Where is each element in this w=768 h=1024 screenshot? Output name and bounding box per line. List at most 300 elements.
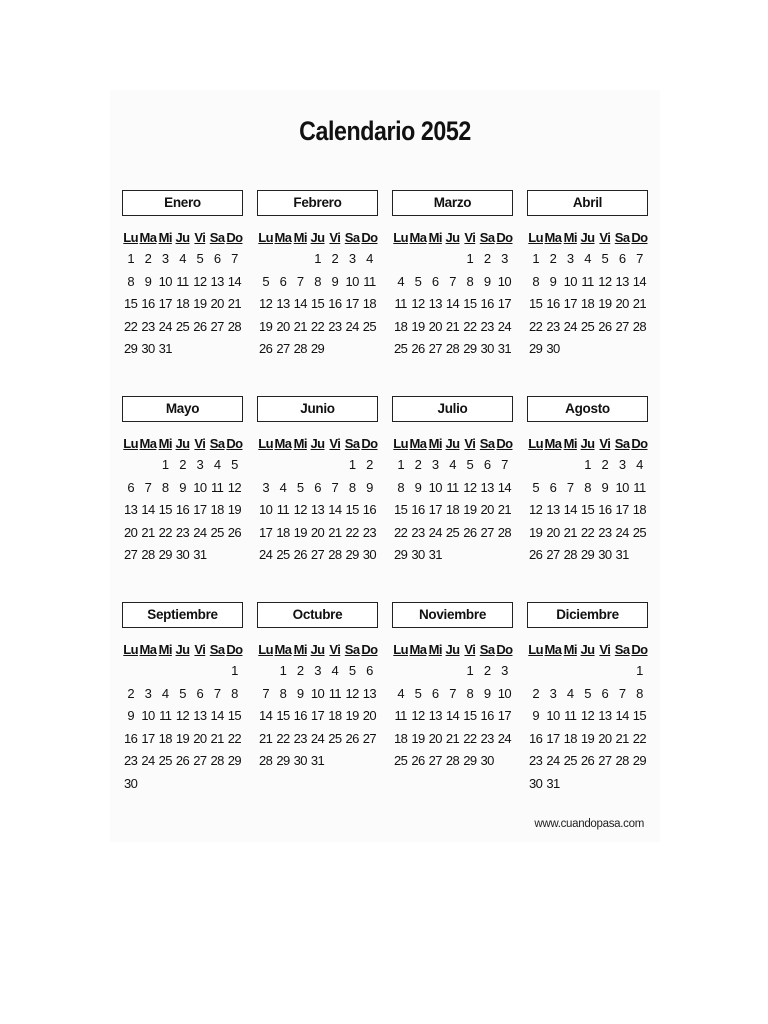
- day-cell: 2: [549, 251, 557, 266]
- weekday-header: Ju: [175, 436, 190, 451]
- day-cell: [361, 341, 378, 364]
- day-cell: 7: [449, 273, 456, 289]
- weekday-header: Vi: [599, 230, 611, 245]
- day-cell: 5: [262, 273, 269, 289]
- day-cell: 24: [345, 318, 359, 334]
- week-row: [122, 296, 243, 319]
- day-cell: 7: [213, 685, 221, 701]
- day-cell: 25: [276, 547, 290, 562]
- day-cell: 20: [362, 708, 377, 723]
- day-cell: 13: [210, 273, 224, 289]
- day-cell: 12: [411, 296, 425, 311]
- day-cell: 16: [362, 502, 377, 517]
- day-cell: [496, 547, 513, 570]
- week-row: [257, 251, 378, 274]
- day-cell: [157, 776, 174, 799]
- day-cell: [343, 753, 360, 776]
- day-cell: 6: [549, 479, 557, 495]
- day-cell: [292, 251, 309, 274]
- day-cell: 29: [276, 753, 290, 768]
- day-cell: 23: [480, 730, 494, 746]
- day-cell: 17: [158, 296, 172, 311]
- week-row: [392, 251, 513, 274]
- source-url: www.cuandopasa.com: [534, 818, 644, 830]
- day-cell: 25: [563, 753, 577, 768]
- week-row: [392, 296, 513, 319]
- week-row: [122, 480, 243, 503]
- day-cell: [427, 251, 444, 274]
- weekday-header: Lu: [393, 230, 408, 245]
- month-name: Abril: [527, 190, 648, 216]
- day-cell: [122, 457, 139, 480]
- day-cell: 1: [397, 457, 404, 472]
- day-cell: 29: [580, 547, 595, 562]
- week-row: [527, 663, 648, 686]
- weekday-header: Vi: [194, 230, 206, 245]
- day-cell: 15: [276, 708, 290, 723]
- month-days-table: [122, 230, 243, 364]
- day-cell: 21: [210, 730, 224, 746]
- day-cell: [427, 663, 444, 686]
- day-cell: 24: [259, 547, 273, 562]
- week-row: [257, 319, 378, 342]
- day-cell: 2: [483, 663, 491, 678]
- day-cell: 24: [546, 753, 560, 768]
- day-cell: 27: [546, 547, 560, 562]
- week-row: [527, 686, 648, 709]
- day-cell: [274, 251, 291, 274]
- day-cell: [257, 251, 274, 274]
- week-row: [122, 251, 243, 274]
- week-row: [392, 708, 513, 731]
- month-block: [122, 396, 243, 570]
- day-cell: 11: [394, 296, 407, 311]
- day-cell: 22: [345, 524, 359, 540]
- day-cell: 26: [529, 547, 543, 562]
- day-cell: 10: [345, 273, 359, 289]
- week-row: [257, 341, 378, 364]
- day-cell: 9: [483, 685, 491, 701]
- day-cell: 15: [463, 296, 477, 311]
- day-cell: 6: [314, 479, 321, 495]
- day-cell: 13: [124, 502, 138, 517]
- day-cell: 8: [279, 685, 287, 701]
- day-cell: 16: [480, 708, 494, 723]
- week-row: [527, 776, 648, 799]
- day-cell: 23: [328, 318, 342, 334]
- day-cell: 5: [466, 457, 474, 472]
- day-cell: 9: [296, 685, 304, 701]
- day-cell: 14: [445, 296, 460, 311]
- month-days-table: [257, 230, 378, 364]
- day-cell: 18: [563, 730, 577, 746]
- day-cell: [292, 457, 309, 480]
- weekday-header: Mi: [158, 436, 172, 451]
- weekday-header: Do: [631, 436, 648, 451]
- day-cell: [274, 457, 291, 480]
- month-days-table: [257, 642, 378, 776]
- day-cell: 18: [210, 502, 224, 517]
- day-cell: 13: [598, 708, 612, 723]
- day-cell: 15: [580, 502, 595, 517]
- day-cell: 21: [615, 730, 629, 746]
- day-cell: 9: [331, 273, 339, 289]
- day-cell: 26: [598, 318, 612, 334]
- week-row: [122, 319, 243, 342]
- day-cell: [139, 457, 156, 480]
- day-cell: 20: [546, 524, 560, 540]
- day-cell: 14: [259, 708, 273, 723]
- weekday-header: Do: [226, 436, 243, 451]
- day-cell: 7: [296, 273, 304, 289]
- day-cell: [562, 341, 579, 364]
- day-cell: 7: [231, 251, 238, 266]
- day-cell: [392, 251, 409, 274]
- day-cell: [579, 341, 596, 364]
- day-cell: 14: [563, 502, 577, 517]
- day-cell: 4: [636, 457, 643, 472]
- day-cell: 21: [445, 730, 460, 746]
- day-cell: [226, 547, 243, 570]
- weekday-header: Do: [226, 230, 243, 245]
- day-cell: 4: [213, 457, 221, 472]
- day-cell: 10: [310, 685, 325, 701]
- day-cell: 29: [124, 341, 138, 356]
- day-cell: 14: [497, 479, 512, 495]
- day-cell: 15: [345, 502, 359, 517]
- weekday-header: Sa: [209, 230, 225, 245]
- day-cell: 12: [193, 273, 207, 289]
- day-cell: 23: [411, 524, 425, 540]
- weekday-header: Lu: [528, 436, 543, 451]
- day-cell: 16: [546, 296, 560, 311]
- week-row: [122, 708, 243, 731]
- weekday-header: Vi: [599, 436, 611, 451]
- weekday-header: Sa: [209, 642, 225, 657]
- day-cell: 19: [193, 296, 207, 311]
- weekday-header: Lu: [393, 436, 408, 451]
- month-block: [257, 602, 378, 776]
- week-row: [257, 274, 378, 297]
- day-cell: [596, 663, 613, 686]
- day-cell: 12: [529, 502, 543, 517]
- day-cell: 1: [532, 251, 539, 266]
- day-cell: 30: [124, 775, 138, 791]
- day-cell: 3: [431, 457, 439, 472]
- day-cell: 30: [598, 547, 612, 562]
- day-cell: [139, 776, 156, 799]
- month-name: Junio: [257, 396, 378, 422]
- day-cell: 11: [176, 273, 189, 289]
- month-days-table: [122, 436, 243, 570]
- month-days-table: [122, 642, 243, 798]
- day-cell: [309, 457, 326, 480]
- day-cell: 31: [497, 341, 512, 356]
- week-row: [122, 525, 243, 548]
- day-cell: 15: [158, 502, 172, 517]
- day-cell: 5: [584, 685, 591, 701]
- day-cell: 9: [127, 708, 134, 723]
- day-cell: 24: [310, 730, 325, 746]
- day-cell: 26: [175, 753, 190, 768]
- day-cell: 31: [428, 547, 442, 562]
- day-cell: 3: [144, 685, 152, 701]
- day-cell: [409, 663, 426, 686]
- day-cell: [631, 776, 648, 799]
- day-cell: [613, 341, 630, 364]
- day-cell: 27: [428, 753, 442, 768]
- weekday-header: Ma: [544, 436, 562, 451]
- week-row: [257, 296, 378, 319]
- day-cell: 28: [632, 318, 647, 334]
- weekday-header: Lu: [123, 642, 138, 657]
- week-row: [122, 341, 243, 364]
- day-cell: [208, 547, 225, 570]
- day-cell: [326, 457, 343, 480]
- weekday-header: Ju: [580, 436, 595, 451]
- day-cell: 24: [615, 524, 629, 540]
- day-cell: 10: [546, 708, 560, 723]
- day-cell: 5: [532, 479, 539, 495]
- day-cell: [174, 776, 191, 799]
- day-cell: 7: [331, 479, 339, 495]
- day-cell: 14: [328, 502, 342, 517]
- day-cell: 11: [633, 479, 646, 495]
- day-cell: 18: [362, 296, 377, 311]
- day-cell: 12: [463, 479, 477, 495]
- day-cell: 15: [394, 502, 408, 517]
- day-cell: 23: [124, 753, 138, 768]
- week-row: [392, 274, 513, 297]
- month-block: [392, 190, 513, 364]
- weekday-header: Mi: [563, 436, 577, 451]
- day-cell: 16: [480, 296, 494, 311]
- day-cell: [191, 663, 208, 686]
- day-cell: 4: [366, 251, 373, 266]
- day-cell: 16: [411, 502, 425, 517]
- day-cell: 21: [227, 296, 242, 311]
- day-cell: 25: [394, 341, 408, 356]
- weekday-header: Do: [631, 642, 648, 657]
- day-cell: [174, 341, 191, 364]
- day-cell: 19: [227, 502, 242, 517]
- day-cell: 12: [227, 479, 242, 495]
- day-cell: 17: [615, 502, 629, 517]
- day-cell: 1: [636, 663, 643, 678]
- day-cell: 18: [394, 318, 408, 334]
- day-cell: 7: [262, 685, 269, 701]
- day-cell: 24: [193, 524, 207, 540]
- day-cell: 17: [428, 502, 442, 517]
- day-cell: 17: [310, 708, 325, 723]
- day-cell: 13: [615, 273, 629, 289]
- day-cell: [191, 341, 208, 364]
- day-cell: 21: [328, 524, 342, 540]
- day-cell: 23: [175, 524, 190, 540]
- day-cell: [613, 663, 630, 686]
- day-cell: 2: [179, 457, 186, 472]
- day-cell: 9: [366, 479, 373, 495]
- day-cell: 24: [497, 318, 512, 334]
- day-cell: 31: [546, 775, 560, 791]
- week-row: [257, 547, 378, 570]
- day-cell: 6: [127, 479, 134, 495]
- weekday-header: Ma: [544, 642, 562, 657]
- day-cell: 26: [580, 753, 595, 768]
- day-cell: 26: [411, 753, 425, 768]
- day-cell: [613, 776, 630, 799]
- day-cell: 26: [345, 730, 359, 746]
- day-cell: 18: [445, 502, 460, 517]
- day-cell: 2: [144, 251, 152, 266]
- day-cell: 19: [293, 524, 307, 540]
- day-cell: 28: [141, 547, 155, 562]
- day-cell: 4: [397, 685, 404, 701]
- week-row: [257, 753, 378, 776]
- day-cell: 10: [193, 479, 207, 495]
- weekday-header: Ma: [544, 230, 562, 245]
- day-cell: 22: [580, 524, 595, 540]
- day-cell: 22: [227, 730, 242, 746]
- day-cell: 13: [428, 296, 442, 311]
- weekday-header: Ma: [409, 436, 427, 451]
- day-cell: 14: [632, 273, 647, 289]
- day-cell: 11: [581, 273, 594, 289]
- day-cell: 30: [546, 341, 560, 356]
- weekday-header: Ju: [175, 642, 190, 657]
- weekday-header: Vi: [464, 642, 476, 657]
- day-cell: 28: [497, 524, 512, 540]
- day-cell: 22: [394, 524, 408, 540]
- day-cell: 20: [310, 524, 325, 540]
- day-cell: 28: [445, 341, 460, 356]
- day-cell: 13: [193, 708, 207, 723]
- day-cell: 11: [446, 479, 459, 495]
- day-cell: 1: [466, 251, 474, 266]
- week-row: [122, 547, 243, 570]
- day-cell: 9: [144, 273, 152, 289]
- day-cell: 24: [428, 524, 442, 540]
- day-cell: 1: [231, 663, 238, 678]
- day-cell: 12: [345, 685, 359, 701]
- weekday-header: Do: [361, 436, 378, 451]
- day-cell: 23: [141, 318, 155, 334]
- day-cell: 21: [141, 524, 155, 540]
- weekday-header: Mi: [158, 230, 172, 245]
- day-cell: 8: [348, 479, 356, 495]
- day-cell: [139, 663, 156, 686]
- day-cell: 19: [580, 730, 595, 746]
- day-cell: 3: [566, 251, 574, 266]
- day-cell: 15: [463, 708, 477, 723]
- week-row: [257, 480, 378, 503]
- month-block: [257, 396, 378, 570]
- day-cell: 2: [414, 457, 422, 472]
- weekday-header: Ju: [445, 642, 460, 657]
- day-cell: 2: [532, 685, 539, 701]
- day-cell: [122, 663, 139, 686]
- day-cell: 8: [397, 479, 404, 495]
- week-row: [527, 502, 648, 525]
- day-cell: 10: [497, 273, 512, 289]
- day-cell: 4: [566, 685, 574, 701]
- day-cell: 17: [141, 730, 155, 746]
- day-cell: 2: [601, 457, 609, 472]
- week-row: [122, 731, 243, 754]
- day-cell: 11: [159, 708, 172, 723]
- weekday-header: Vi: [329, 642, 341, 657]
- day-cell: 20: [615, 296, 629, 311]
- weekday-header: Ma: [274, 230, 292, 245]
- day-cell: 25: [445, 524, 460, 540]
- day-cell: 20: [210, 296, 224, 311]
- day-cell: 3: [501, 663, 508, 678]
- week-row: [392, 753, 513, 776]
- day-cell: 23: [293, 730, 307, 746]
- day-cell: 8: [127, 273, 134, 289]
- day-cell: 29: [158, 547, 172, 562]
- weekday-header: Sa: [209, 436, 225, 451]
- day-cell: [478, 547, 495, 570]
- month-name: Octubre: [257, 602, 378, 628]
- day-cell: 4: [449, 457, 456, 472]
- day-cell: 20: [598, 730, 612, 746]
- day-cell: 14: [445, 708, 460, 723]
- month-name: Noviembre: [392, 602, 513, 628]
- day-cell: 1: [314, 251, 321, 266]
- weekday-header: Ju: [310, 642, 325, 657]
- day-cell: [631, 547, 648, 570]
- day-cell: 14: [293, 296, 307, 311]
- week-row: [527, 753, 648, 776]
- day-cell: 29: [463, 753, 477, 768]
- weekday-header: Ma: [409, 642, 427, 657]
- day-cell: 20: [193, 730, 207, 746]
- day-cell: [527, 663, 544, 686]
- day-cell: 6: [601, 685, 609, 701]
- day-cell: 2: [331, 251, 339, 266]
- day-cell: [226, 341, 243, 364]
- day-cell: 13: [276, 296, 290, 311]
- day-cell: 5: [296, 479, 304, 495]
- day-cell: 4: [161, 685, 169, 701]
- day-cell: 7: [566, 479, 574, 495]
- weekday-header: Ju: [445, 230, 460, 245]
- month-name: Agosto: [527, 396, 648, 422]
- week-row: [392, 547, 513, 570]
- day-cell: 8: [636, 685, 643, 701]
- weekday-header: Mi: [293, 230, 307, 245]
- day-cell: 17: [497, 708, 512, 723]
- weekday-header: Sa: [479, 230, 495, 245]
- day-cell: [562, 776, 579, 799]
- weekday-header: Sa: [479, 642, 495, 657]
- day-cell: 15: [529, 296, 543, 311]
- weekday-header: Mi: [428, 230, 442, 245]
- day-cell: 14: [227, 273, 242, 289]
- day-cell: 24: [563, 318, 577, 334]
- day-cell: 6: [279, 273, 287, 289]
- day-cell: 27: [615, 318, 629, 334]
- month-block: [392, 396, 513, 570]
- day-cell: 13: [546, 502, 560, 517]
- day-cell: 6: [431, 685, 439, 701]
- day-cell: 5: [414, 273, 422, 289]
- day-cell: 26: [227, 524, 242, 540]
- day-cell: 7: [636, 251, 643, 266]
- week-row: [257, 663, 378, 686]
- day-cell: 8: [532, 273, 539, 289]
